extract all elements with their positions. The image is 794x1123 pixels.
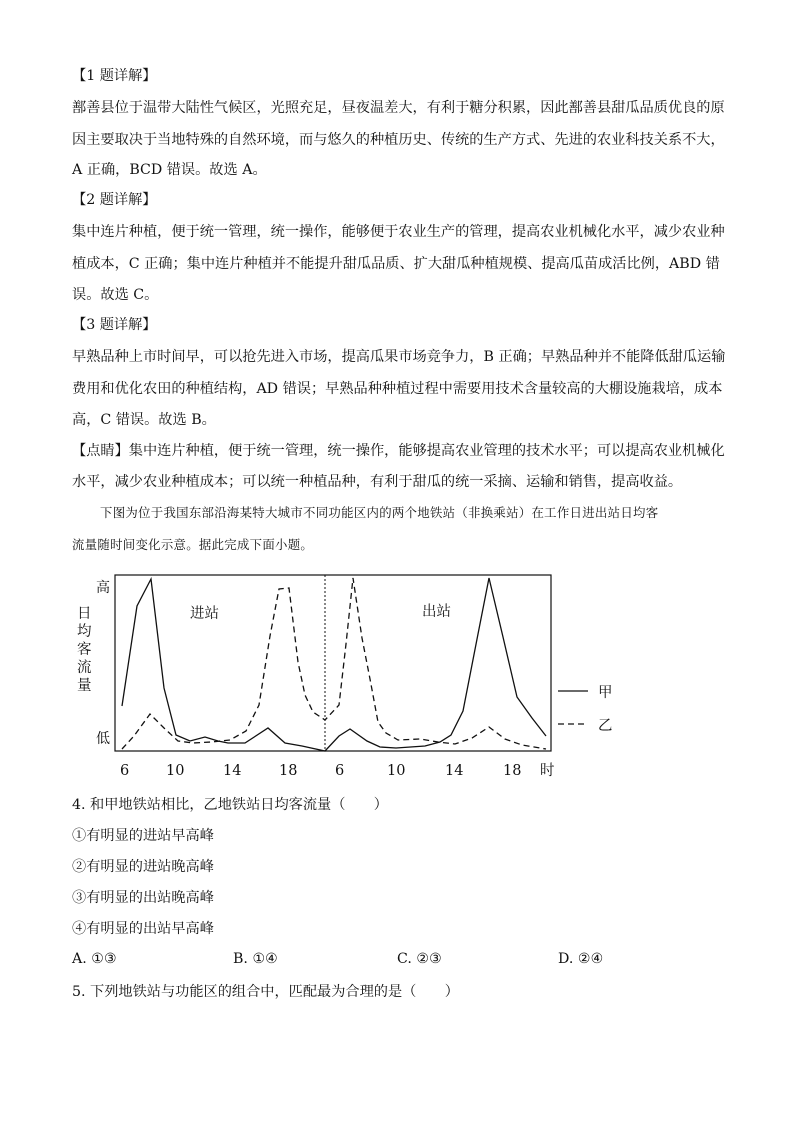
q2-heading: 【2 题详解】: [72, 192, 157, 208]
x-tick-in-10: 10: [166, 763, 185, 779]
q4-item-2: ②有明显的进站晚高峰: [72, 859, 214, 875]
tip-line-2: 水平，减少农业种植成本；可以统一种植品种，有利于甜瓜的统一采摘、运输和销售，提高收益。: [72, 474, 683, 490]
x-tick-in-18: 18: [279, 763, 298, 779]
q3-line-1: 早熟品种上市时间早，可以抢先进入市场，提高瓜果市场竞争力，B 正确；早熟品种并不能降低甜瓜运输: [72, 349, 726, 365]
q4-option-d[interactable]: D. ②④: [558, 951, 604, 967]
q3-line-3: 高，C 错误。故选 B。: [72, 412, 216, 428]
y-label-char-1: 日: [77, 606, 92, 622]
panel-out-label: 出站: [422, 604, 451, 620]
q3-heading: 【3 题详解】: [72, 317, 157, 333]
q4-stem: 4. 和甲地铁站相比，乙地铁站日均客流量（ ）: [72, 797, 388, 813]
q4-option-b[interactable]: B. ①④: [233, 951, 278, 967]
y-low-label: 低: [96, 731, 110, 747]
q4-item-1: ①有明显的进站早高峰: [72, 828, 214, 844]
q1-line-1: 鄯善县位于温带大陆性气候区，光照充足，昼夜温差大，有利于糖分积累，因此鄯善县甜瓜品质优良的原: [72, 100, 725, 116]
x-tick-in-6: 6: [120, 763, 130, 779]
q1-line-3: A 正确，BCD 错误。故选 A。: [72, 162, 267, 178]
q3-line-2: 费用和优化农田的种植结构，AD 错误；早熟品种种植过程中需要用技术含量较高的大棚设施栽培，成本: [72, 381, 723, 397]
q4-option-c[interactable]: C. ②③: [397, 951, 442, 967]
q2-line-3: 误。故选 C。: [72, 287, 159, 303]
x-tick-out-14: 14: [445, 763, 464, 779]
q4-item-4: ④有明显的出站早高峰: [72, 921, 214, 937]
x-tick-in-14: 14: [223, 763, 242, 779]
x-tick-out-18: 18: [503, 763, 522, 779]
y-label-char-2: 均: [77, 624, 92, 640]
q5-stem: 5. 下列地铁站与功能区的组合中，匹配最为合理的是（ ）: [72, 984, 459, 1000]
chart-frame: [115, 575, 551, 751]
y-label-char-4: 流: [77, 660, 92, 676]
q4-options: [72, 951, 712, 971]
legend-yi-label: 乙: [598, 718, 613, 734]
q4-item-3: ③有明显的出站晚高峰: [72, 890, 214, 906]
legend-jia-label: 甲: [598, 685, 613, 701]
x-unit-label: 时: [540, 763, 555, 779]
y-label-char-3: 客: [77, 642, 92, 658]
x-tick-out-6: 6: [335, 763, 345, 779]
y-high-label: 高: [96, 580, 110, 596]
q2-line-1: 集中连片种植，便于统一管理，统一操作，能够便于农业生产的管理，提高农业机械化水平，减少农业种: [72, 224, 725, 240]
intro-line-1: 下图为位于我国东部沿海某特大城市不同功能区内的两个地铁站（非换乘站）在工作日进出站日均客: [100, 505, 659, 520]
intro-line-2: 流量随时间变化示意。据此完成下面小题。: [72, 537, 314, 552]
q1-line-2: 因主要取决于当地特殊的自然环境，而与悠久的种植历史、传统的生产方式、先进的农业科技关系不大，: [72, 132, 725, 148]
panel-in-label: 进站: [190, 606, 219, 622]
q2-line-2: 植成本，C 正确；集中连片种植并不能提升甜瓜品质、扩大甜瓜种植规模、提高瓜苗成活比例，ABD 错: [72, 256, 720, 272]
series-yi-line: [122, 578, 546, 749]
tip-line-1: 【点睛】集中连片种植，便于统一管理，统一操作，能够提高农业管理的技术水平；可以提高农业机械化: [72, 443, 725, 459]
y-label-char-5: 量: [77, 678, 92, 694]
q1-heading: 【1 题详解】: [72, 68, 157, 84]
series-jia-line: [122, 578, 546, 751]
x-tick-out-10: 10: [387, 763, 406, 779]
q4-option-a[interactable]: A. ①③: [72, 951, 117, 967]
